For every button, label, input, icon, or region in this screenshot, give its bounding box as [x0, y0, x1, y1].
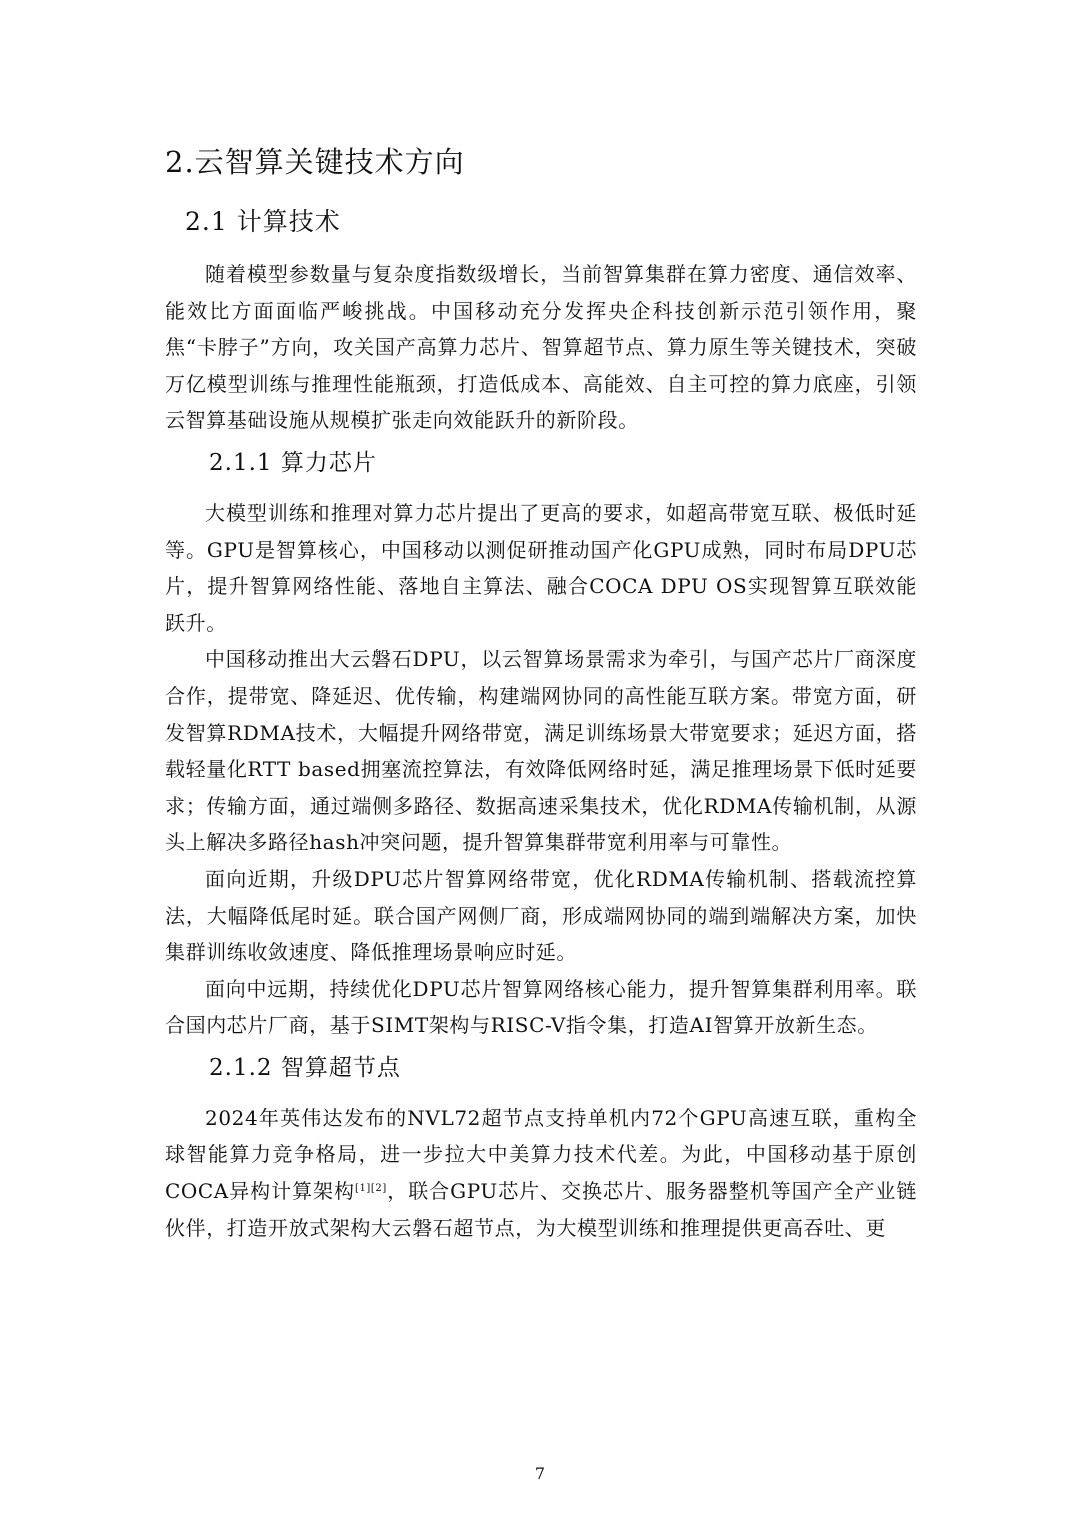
chapter-heading: 2.云智算关键技术方向 [165, 145, 465, 179]
section-2-1-paragraph-1: 随着模型参数量与复杂度指数级增长，当前智算集群在算力密度、通信效率、能效比方面面临严峻挑战。中国移动充分发挥央企科技创新示范引领作用，聚焦“卡脖子”方向，攻关国产高算力芯片、智算超节点、算力原生等关键技术，突破万亿模型训练与推理性能瓶颈，打造低成本、高能效、自主可控的算力底座，引领云智算基础设施从规模扩张走向效能跃升的新阶段。 [165, 262, 917, 433]
citation-reference: [1][2] [354, 1183, 387, 1195]
section-heading-2-1: 2.1 计算技术 [185, 207, 341, 236]
page-content [165, 140, 917, 1246]
section-2-1-1-paragraph-2: 中国移动推出大云磐石DPU，以云智算场景需求为牵引，与国产芯片厂商深度合作，提带宽、降延迟、优传输，构建端网协同的高性能互联方案。带宽方面，研发智算RDMA技术，大幅提升网络带宽，满足训练场景大带宽要求；延迟方面，搭载轻量化RTT based拥塞流控算法，有效降低网络时延，满足推理场景下低时延要求；传输方面，通过端侧多路径、数据高速采集技术，优化RDMA传输机制，从源头上解决多路径hash冲突问题，提升智算集群带宽利用率与可靠性。 [165, 647, 917, 855]
section-2-1-1-paragraph-1: 大模型训练和推理对算力芯片提出了更高的要求，如超高带宽互联、极低时延等。GPU是智算核心，中国移动以测促研推动国产化GPU成熟，同时布局DPU芯片，提升智算网络性能、落地自主算法、融合COCA DPU OS实现智算互联效能跃升。 [165, 500, 917, 635]
paragraph-text-after-citation: ，联合GPU芯片、交换芯片、服务器整机等国产全产业链伙伴，打造开放式架构大云磐石超节点，为大模型训练和推理提供更高吞吐、更 [165, 1179, 917, 1240]
paragraph-text-before-citation: 2024年英伟达发布的NVL72超节点支持单机内72个GPU高速互联，重构全球智能算力竞争格局，进一步拉大中美算力技术代差。为此，中国移动基于原创COCA异构计算架构 [165, 1105, 917, 1204]
page-number: 7 [534, 1464, 546, 1483]
section-2-1-2-paragraph-1 [165, 1100, 917, 1246]
section-heading-2-1-2: 2.1.2 智算超节点 [209, 1054, 401, 1081]
section-2-1-1-paragraph-4: 面向中远期，持续优化DPU芯片智算网络核心能力，提升智算集群利用率。联合国内芯片厂商，基于SIMT架构与RISC-V指令集，打造AI智算开放新生态。 [165, 976, 917, 1038]
section-heading-2-1-1: 2.1.1 算力芯片 [209, 449, 377, 476]
section-2-1-1-paragraph-3: 面向近期，升级DPU芯片智算网络带宽，优化RDMA传输机制、搭载流控算法，大幅降低尾时延。联合国产网侧厂商，形成端网协同的端到端解决方案，加快集群训练收敛速度、降低推理场景响应时延。 [165, 866, 917, 965]
